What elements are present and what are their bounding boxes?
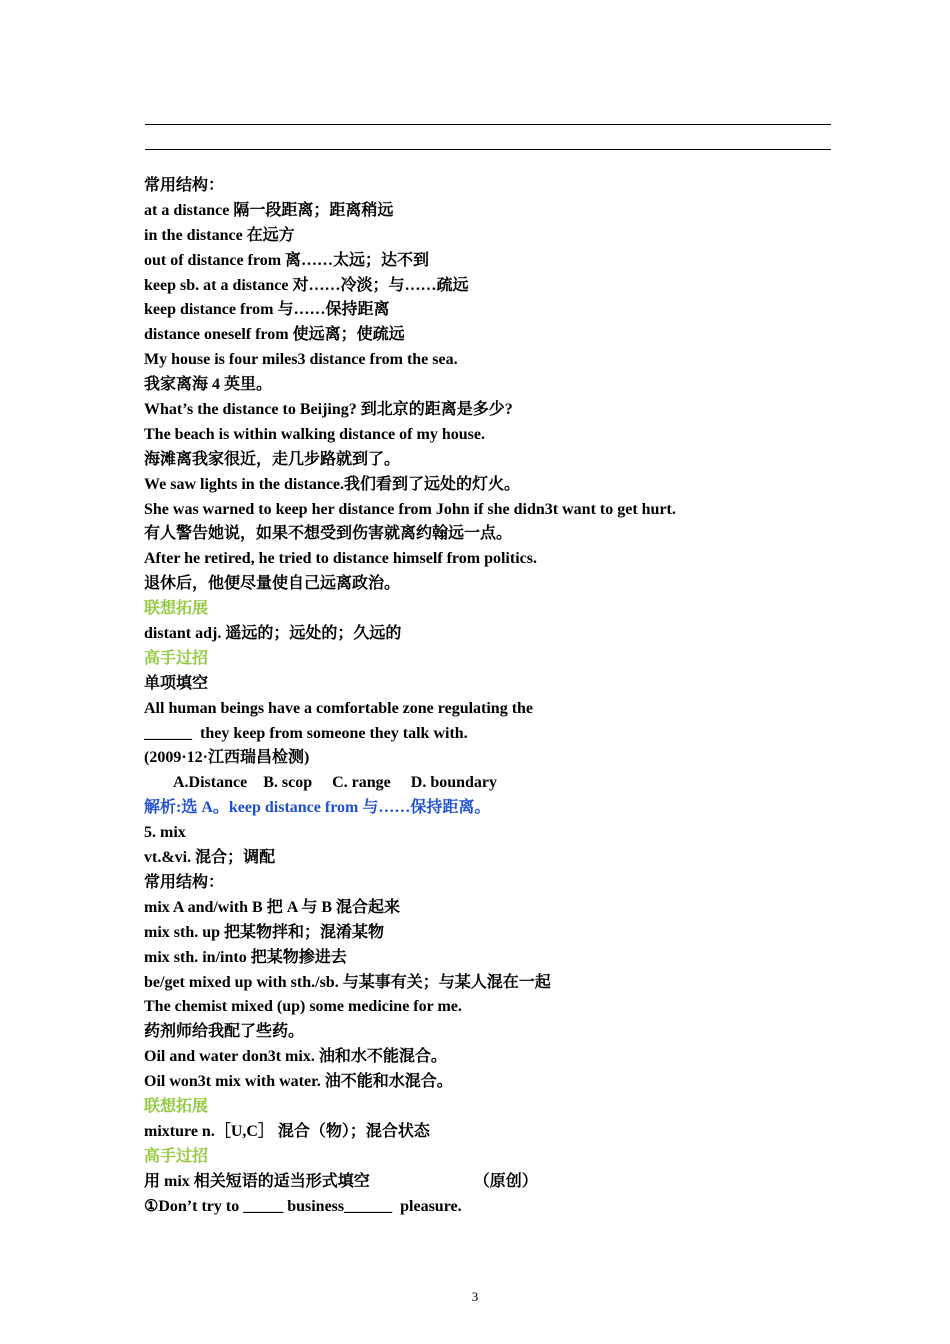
text-line: 有人警告她说，如果不想受到伤害就离约翰远一点。 (144, 525, 513, 543)
text-line: My house is four miles3 distance from the sea. (144, 351, 458, 369)
text-line: (2009·12·江西瑞昌检测) (144, 749, 310, 767)
text-line: distant adj. 遥远的；远处的；久远的 (144, 625, 402, 643)
text-line: 药剂师给我配了些药。 (144, 1023, 305, 1041)
text-line: 退休后，他便尽量使自己远离政治。 (144, 575, 401, 593)
text-line: be/get mixed up with sth./sb. 与某事有关；与某人混在一起 (144, 973, 551, 991)
text-line: 5. mix (144, 824, 186, 842)
text-line: All human beings have a comfortable zone regulating the (144, 699, 534, 717)
text-line: Oil and water don3t mix. 油和水不能混合。 (144, 1048, 447, 1066)
text-line: mix A and/with B 把 A 与 B 混合起来 (144, 898, 401, 916)
text-line: After he retired, he tried to distance himself from politics. (144, 550, 537, 568)
text-line: 我家离海 4 英里。 (144, 376, 273, 394)
section-heading: 高手过招 (144, 1147, 209, 1165)
header-rule-top (145, 124, 831, 125)
section-heading: 联想拓展 (144, 1097, 209, 1115)
text-line: 海滩离我家很近，走几步路就到了。 (144, 450, 401, 468)
text-line: ①Don’t try to _____ business______ pleasure. (144, 1197, 462, 1215)
section-heading: 高手过招 (144, 649, 209, 667)
text-line: in the distance 在远方 (144, 226, 295, 244)
text-line: out of distance from 离……太远；达不到 (144, 251, 430, 269)
text-line: keep sb. at a distance 对……冷淡；与……疏远 (144, 276, 469, 294)
section-heading: 联想拓展 (144, 600, 209, 618)
text-line: at a distance 隔一段距离；距离稍远 (144, 201, 394, 219)
text-line: Oil won3t mix with water. 油不能和水混合。 (144, 1073, 453, 1091)
answer-options: A.Distance B. scop C. range D. boundary (173, 774, 498, 792)
text-line: 单项填空 (144, 674, 209, 692)
text-line: The chemist mixed (up) some medicine for me. (144, 998, 462, 1016)
text-line: 用 mix 相关短语的适当形式填空 （原创） (144, 1172, 538, 1190)
text-line: She was warned to keep her distance from John if she didn3t want to get hurt. (144, 500, 676, 518)
text-line: mixture n.［U,C］ 混合（物）；混合状态 (144, 1122, 430, 1140)
header-rule-bottom (145, 149, 831, 150)
text-line: 常用结构： (144, 873, 225, 891)
text-line: The beach is within walking distance of my house. (144, 425, 485, 443)
page-number: 3 (471, 1289, 479, 1304)
text-line: 常用结构： (144, 177, 225, 194)
answer-explanation: 解析:选 A。keep distance from 与……保持距离。 (144, 799, 491, 817)
text-line: mix sth. up 把某物拌和；混淆某物 (144, 923, 385, 941)
text-line: What’s the distance to Beijing? 到北京的距离是多少? (144, 401, 513, 419)
text-line: ______ they keep from someone they talk with. (144, 724, 468, 742)
text-line: vt.&vi. 混合；调配 (144, 849, 276, 867)
document-body (144, 174, 844, 1219)
text-line: keep distance from 与……保持距离 (144, 301, 390, 319)
text-line: distance oneself from 使远离；使疏远 (144, 326, 405, 344)
text-line: mix sth. in/into 把某物掺进去 (144, 948, 347, 966)
text-line: We saw lights in the distance.我们看到了远处的灯火。 (144, 475, 521, 493)
